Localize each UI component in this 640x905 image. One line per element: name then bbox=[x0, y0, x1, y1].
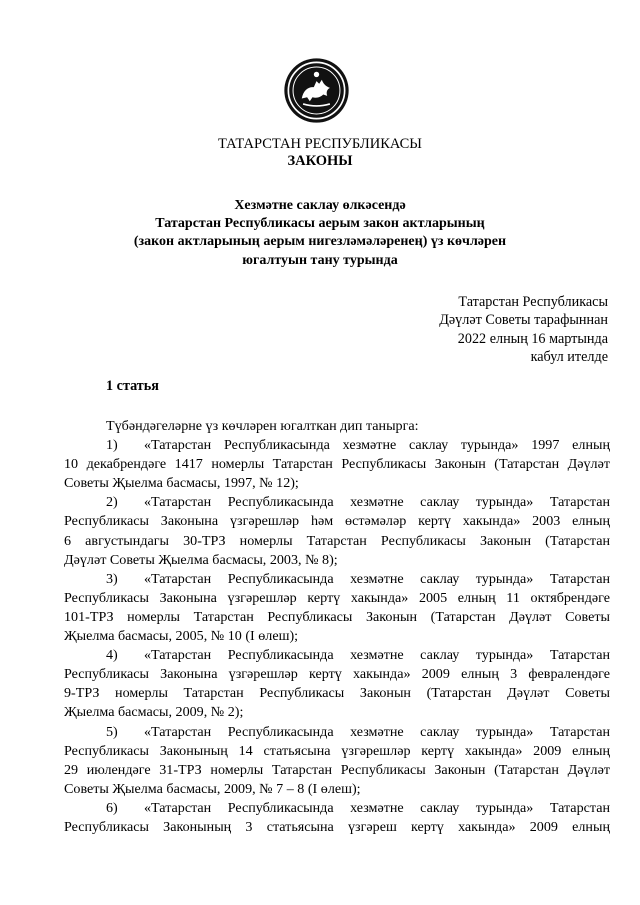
item-line: Республикасы Законының 14 статьясына үзгәрешләр кертү хакында» 2009 елның bbox=[64, 742, 610, 759]
list-item bbox=[64, 723, 610, 799]
item-line: Җыелма басмасы, 2005, № 10 (I өлеш); bbox=[64, 628, 299, 645]
list-item bbox=[64, 436, 610, 493]
item-line: Республикасы Законының 3 статьясына үзгәреш кертү хакында» 2009 елның bbox=[64, 818, 610, 835]
title-line: (закон актларының аерым нигезләмәләренең) үз көчләрен bbox=[133, 234, 507, 250]
item-line: «Татарстан Республикасында хезмәтне саклау турында» Татарстан bbox=[144, 647, 610, 664]
item-line: «Татарстан Республикасында хезмәтне саклау турында» Татарстан bbox=[144, 723, 610, 740]
item-line: Дәүләт Советы Җыелма басмасы, 2003, № 8); bbox=[64, 551, 338, 568]
adoption-line: кабул ителде bbox=[530, 349, 608, 366]
item-line: Советы Җыелма басмасы, 2009, № 7 – 8 (I өлеш); bbox=[64, 780, 361, 797]
item-line: «Татарстан Республикасында хезмәтне саклау турында» 1997 елның bbox=[144, 437, 610, 454]
article-body bbox=[64, 417, 610, 837]
item-line: 6 августындагы 30-ТРЗ номерлы Татарстан Республикасы Законын (Татарстан bbox=[64, 532, 610, 549]
adoption-line: Татарстан Республикасы bbox=[458, 294, 608, 310]
intro-paragraph: Түбәндәгеләрне үз көчләрен югалткан дип танырга: bbox=[106, 418, 419, 434]
item-line: Советы Җыелма басмасы, 1997, № 12); bbox=[64, 475, 299, 492]
law-title bbox=[0, 197, 640, 270]
item-line: Республикасы Законына үзгәрешләр кертү хакында» 2005 елның 11 октябрендәге bbox=[64, 589, 610, 606]
adoption-note bbox=[439, 293, 608, 367]
item-line: 9-ТРЗ номерлы Татарстан Республикасы Законын (Татарстан Дәүләт Советы bbox=[64, 685, 610, 702]
item-line: 10 декабрендәге 1417 номерлы Татарстан Республикасы Законын (Татарстан Дәүләт bbox=[64, 456, 610, 473]
item-number: 4) bbox=[106, 647, 118, 664]
title-line: Татарстан Республикасы аерым закон актларының bbox=[155, 216, 485, 232]
list-item bbox=[64, 799, 610, 837]
item-number: 3) bbox=[106, 570, 118, 587]
title-line: югалтуын тану турында bbox=[242, 252, 398, 268]
article-heading: 1 статья bbox=[106, 378, 159, 394]
coat-of-arms-emblem bbox=[283, 57, 350, 124]
list-item bbox=[64, 646, 610, 722]
item-line: 101-ТРЗ номерлы Татарстан Республикасы Законын (Татарстан Дәүләт Советы bbox=[64, 608, 610, 625]
item-line: Республикасы Законына үзгәрешләр һәм өстәмәләр кертү хакында» 2003 елның bbox=[64, 513, 610, 530]
list-item bbox=[64, 493, 610, 569]
list-item bbox=[64, 570, 610, 646]
item-line: «Татарстан Республикасында хезмәтне саклау турында» Татарстан bbox=[144, 494, 610, 511]
item-line: «Татарстан Республикасында хезмәтне саклау турында» Татарстан bbox=[144, 570, 610, 587]
adoption-line: Дәүләт Советы тарафыннан bbox=[439, 312, 608, 329]
law-heading: ЗАКОНЫ bbox=[287, 153, 353, 169]
item-number: 2) bbox=[106, 494, 118, 511]
item-line: Җыелма басмасы, 2009, № 2); bbox=[64, 704, 244, 721]
item-line: 29 июлендәге 31-ТРЗ номерлы Татарстан Республикасы Законын (Татарстан Дәүләт bbox=[64, 761, 610, 778]
adoption-line: 2022 елның 16 мартында bbox=[457, 330, 608, 347]
item-line: «Татарстан Республикасында хезмәтне саклау турында» Татарстан bbox=[144, 799, 610, 816]
item-number: 1) bbox=[106, 437, 118, 454]
title-line: Хезмәтне саклау өлкәсендә bbox=[234, 198, 406, 213]
republic-heading: ТАТАРСТАН РЕСПУБЛИКАСЫ bbox=[218, 136, 422, 152]
item-number: 6) bbox=[106, 799, 118, 816]
item-line: Республикасы Законына үзгәрешләр кертү хакында» 2009 елның 3 февралендәге bbox=[64, 666, 610, 683]
item-number: 5) bbox=[106, 723, 118, 740]
